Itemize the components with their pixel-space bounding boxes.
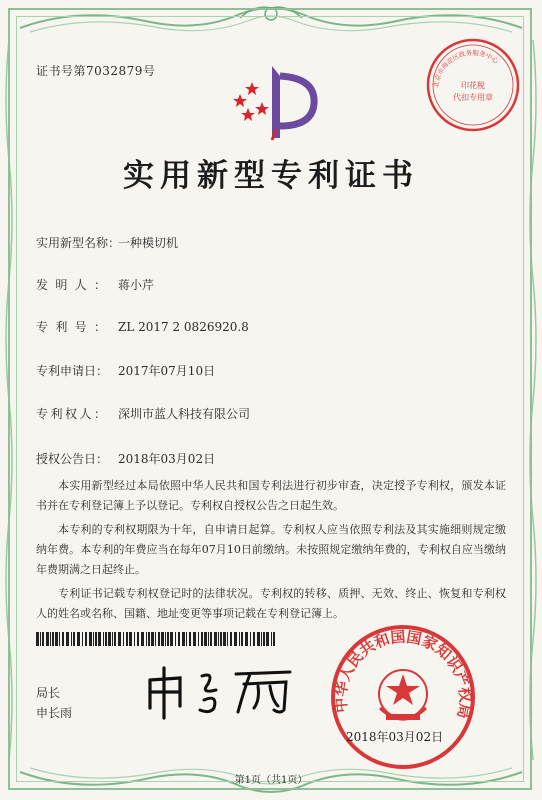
barcode-bar (186, 632, 187, 646)
field-value: 2017年07月10日 (118, 364, 216, 378)
barcode-bar (257, 632, 260, 646)
barcode-bar (36, 632, 39, 646)
barcode-bar (126, 632, 128, 646)
barcode-bar (220, 632, 222, 646)
barcode-bar (123, 632, 124, 646)
barcode-bar (146, 632, 147, 646)
field-label: 专利号： (36, 320, 106, 334)
barcode-bar (230, 632, 232, 646)
field-label: 授权公告日： (36, 452, 109, 466)
barcode-bar (253, 632, 255, 646)
barcode-bar (193, 632, 196, 646)
field-value: 一种模切机 (118, 236, 179, 250)
paragraph-legal-status: 专利证书记载专利权登记时的法律状况。专利权的转移、质押、无效、终止、恢复和专利权人的姓名或名称、国籍、地址变更等事项记载在专利登记簿上。 (36, 587, 506, 620)
barcode-bar (129, 632, 132, 646)
field-inventor (36, 276, 154, 293)
barcode-bar (42, 632, 44, 646)
barcode-bar (201, 632, 203, 646)
svg-text:北京市海淀区政务服务中心: 北京市海淀区政务服务中心 (431, 48, 500, 89)
barcode-bar (182, 632, 185, 646)
field-value: 蒋小芹 (118, 278, 155, 292)
barcode-bar (189, 632, 191, 646)
barcode-bar (175, 632, 176, 646)
barcode-bar (271, 632, 272, 646)
patent-office-seal (328, 622, 478, 772)
tax-stamp-seal (424, 36, 522, 134)
barcode-bar (245, 632, 248, 646)
barcode (36, 632, 276, 646)
barcode-bar (148, 632, 150, 646)
barcode-bar (89, 632, 92, 646)
barcode-bar (71, 632, 72, 646)
seal-date: 2018年03月02日 (346, 730, 444, 744)
barcode-bar (263, 632, 265, 646)
field-value: 深圳市蓝人科技有限公司 (118, 407, 251, 421)
barcode-bar (161, 632, 164, 646)
barcode-bar (273, 632, 275, 646)
barcode-bar (95, 632, 97, 646)
patent-office-logo (226, 56, 326, 146)
field-value: ZL 2017 2 0826920.8 (118, 320, 249, 334)
svg-text:印花税: 印花税 (461, 81, 485, 90)
barcode-bar (218, 632, 219, 646)
barcode-bar (198, 632, 199, 646)
barcode-bar (77, 632, 80, 646)
barcode-bar (208, 632, 209, 646)
barcode-bar (167, 632, 169, 646)
barcode-bar (137, 632, 139, 646)
barcode-bar (223, 632, 226, 646)
barcode-bar (105, 632, 107, 646)
barcode-bar (93, 632, 94, 646)
barcode-bar (227, 632, 228, 646)
barcode-bar (98, 632, 101, 646)
barcode-bar (55, 632, 58, 646)
barcode-bar (46, 632, 49, 646)
barcode-bar (134, 632, 135, 646)
certificate-number: 证书号第7032879号 (36, 64, 156, 78)
director-signature (140, 660, 310, 720)
barcode-bar (62, 632, 64, 646)
barcode-bar (118, 632, 121, 646)
page-footer: 第1页（共1页） (234, 775, 308, 786)
barcode-bar (214, 632, 217, 646)
field-patentee (36, 405, 250, 422)
barcode-bar (239, 632, 240, 646)
barcode-bar (204, 632, 207, 646)
director-title: 局长 (36, 686, 61, 700)
certificate-body (36, 476, 506, 628)
barcode-bar (52, 632, 54, 646)
barcode-bar (178, 632, 180, 646)
barcode-bar (261, 632, 262, 646)
barcode-bar (82, 632, 83, 646)
svg-text:代扣专用章: 代扣专用章 (453, 93, 493, 102)
barcode-bar (108, 632, 111, 646)
field-label: 发明人： (36, 278, 106, 292)
barcode-bar (155, 632, 156, 646)
barcode-bar (114, 632, 116, 646)
field-grant-date (36, 450, 215, 467)
barcode-bar (59, 632, 60, 646)
barcode-bar (210, 632, 212, 646)
field-utility-model-name (36, 234, 178, 251)
barcode-bar (241, 632, 243, 646)
barcode-bar (40, 632, 41, 646)
field-application-date (36, 362, 215, 379)
paragraph-grant: 本实用新型经过本局依照中华人民共和国专利法进行初步审查，决定授予专利权，颁发本证书并在专利登记簿上予以登记。专利权自授权公告之日起生效。 (36, 479, 506, 512)
barcode-bar (112, 632, 113, 646)
field-label: 专利申请日： (36, 364, 109, 378)
barcode-bar (266, 632, 269, 646)
barcode-bar (50, 632, 51, 646)
barcode-bar (165, 632, 166, 646)
barcode-bar (170, 632, 173, 646)
barcode-bar (234, 632, 237, 646)
barcode-bar (73, 632, 75, 646)
field-patent-number (36, 318, 249, 335)
director-name: 申长雨 (36, 706, 73, 720)
field-label: 专利权人： (36, 407, 106, 421)
barcode-bar (66, 632, 69, 646)
field-value: 2018年03月02日 (118, 452, 216, 466)
svg-text:中华人民共和国国家知识产权局: 中华人民共和国国家知识产权局 (331, 627, 475, 721)
field-label: 实用新型名称： (36, 236, 121, 250)
barcode-bar (141, 632, 144, 646)
barcode-bar (250, 632, 251, 646)
barcode-bar (85, 632, 87, 646)
certificate-title: 实用新型专利证书 (123, 158, 419, 194)
paragraph-term: 本专利的专利权期限为十年，自申请日起算。专利权人应当依照专利法及其实施细则规定缴纳年费。本专利的年费应当在每年07月10日前缴纳。未按照规定缴纳年费的，专利权自应当缴纳年费期满之日起终止。 (36, 523, 506, 576)
barcode-bar (103, 632, 104, 646)
barcode-bar (151, 632, 154, 646)
barcode-bar (158, 632, 160, 646)
